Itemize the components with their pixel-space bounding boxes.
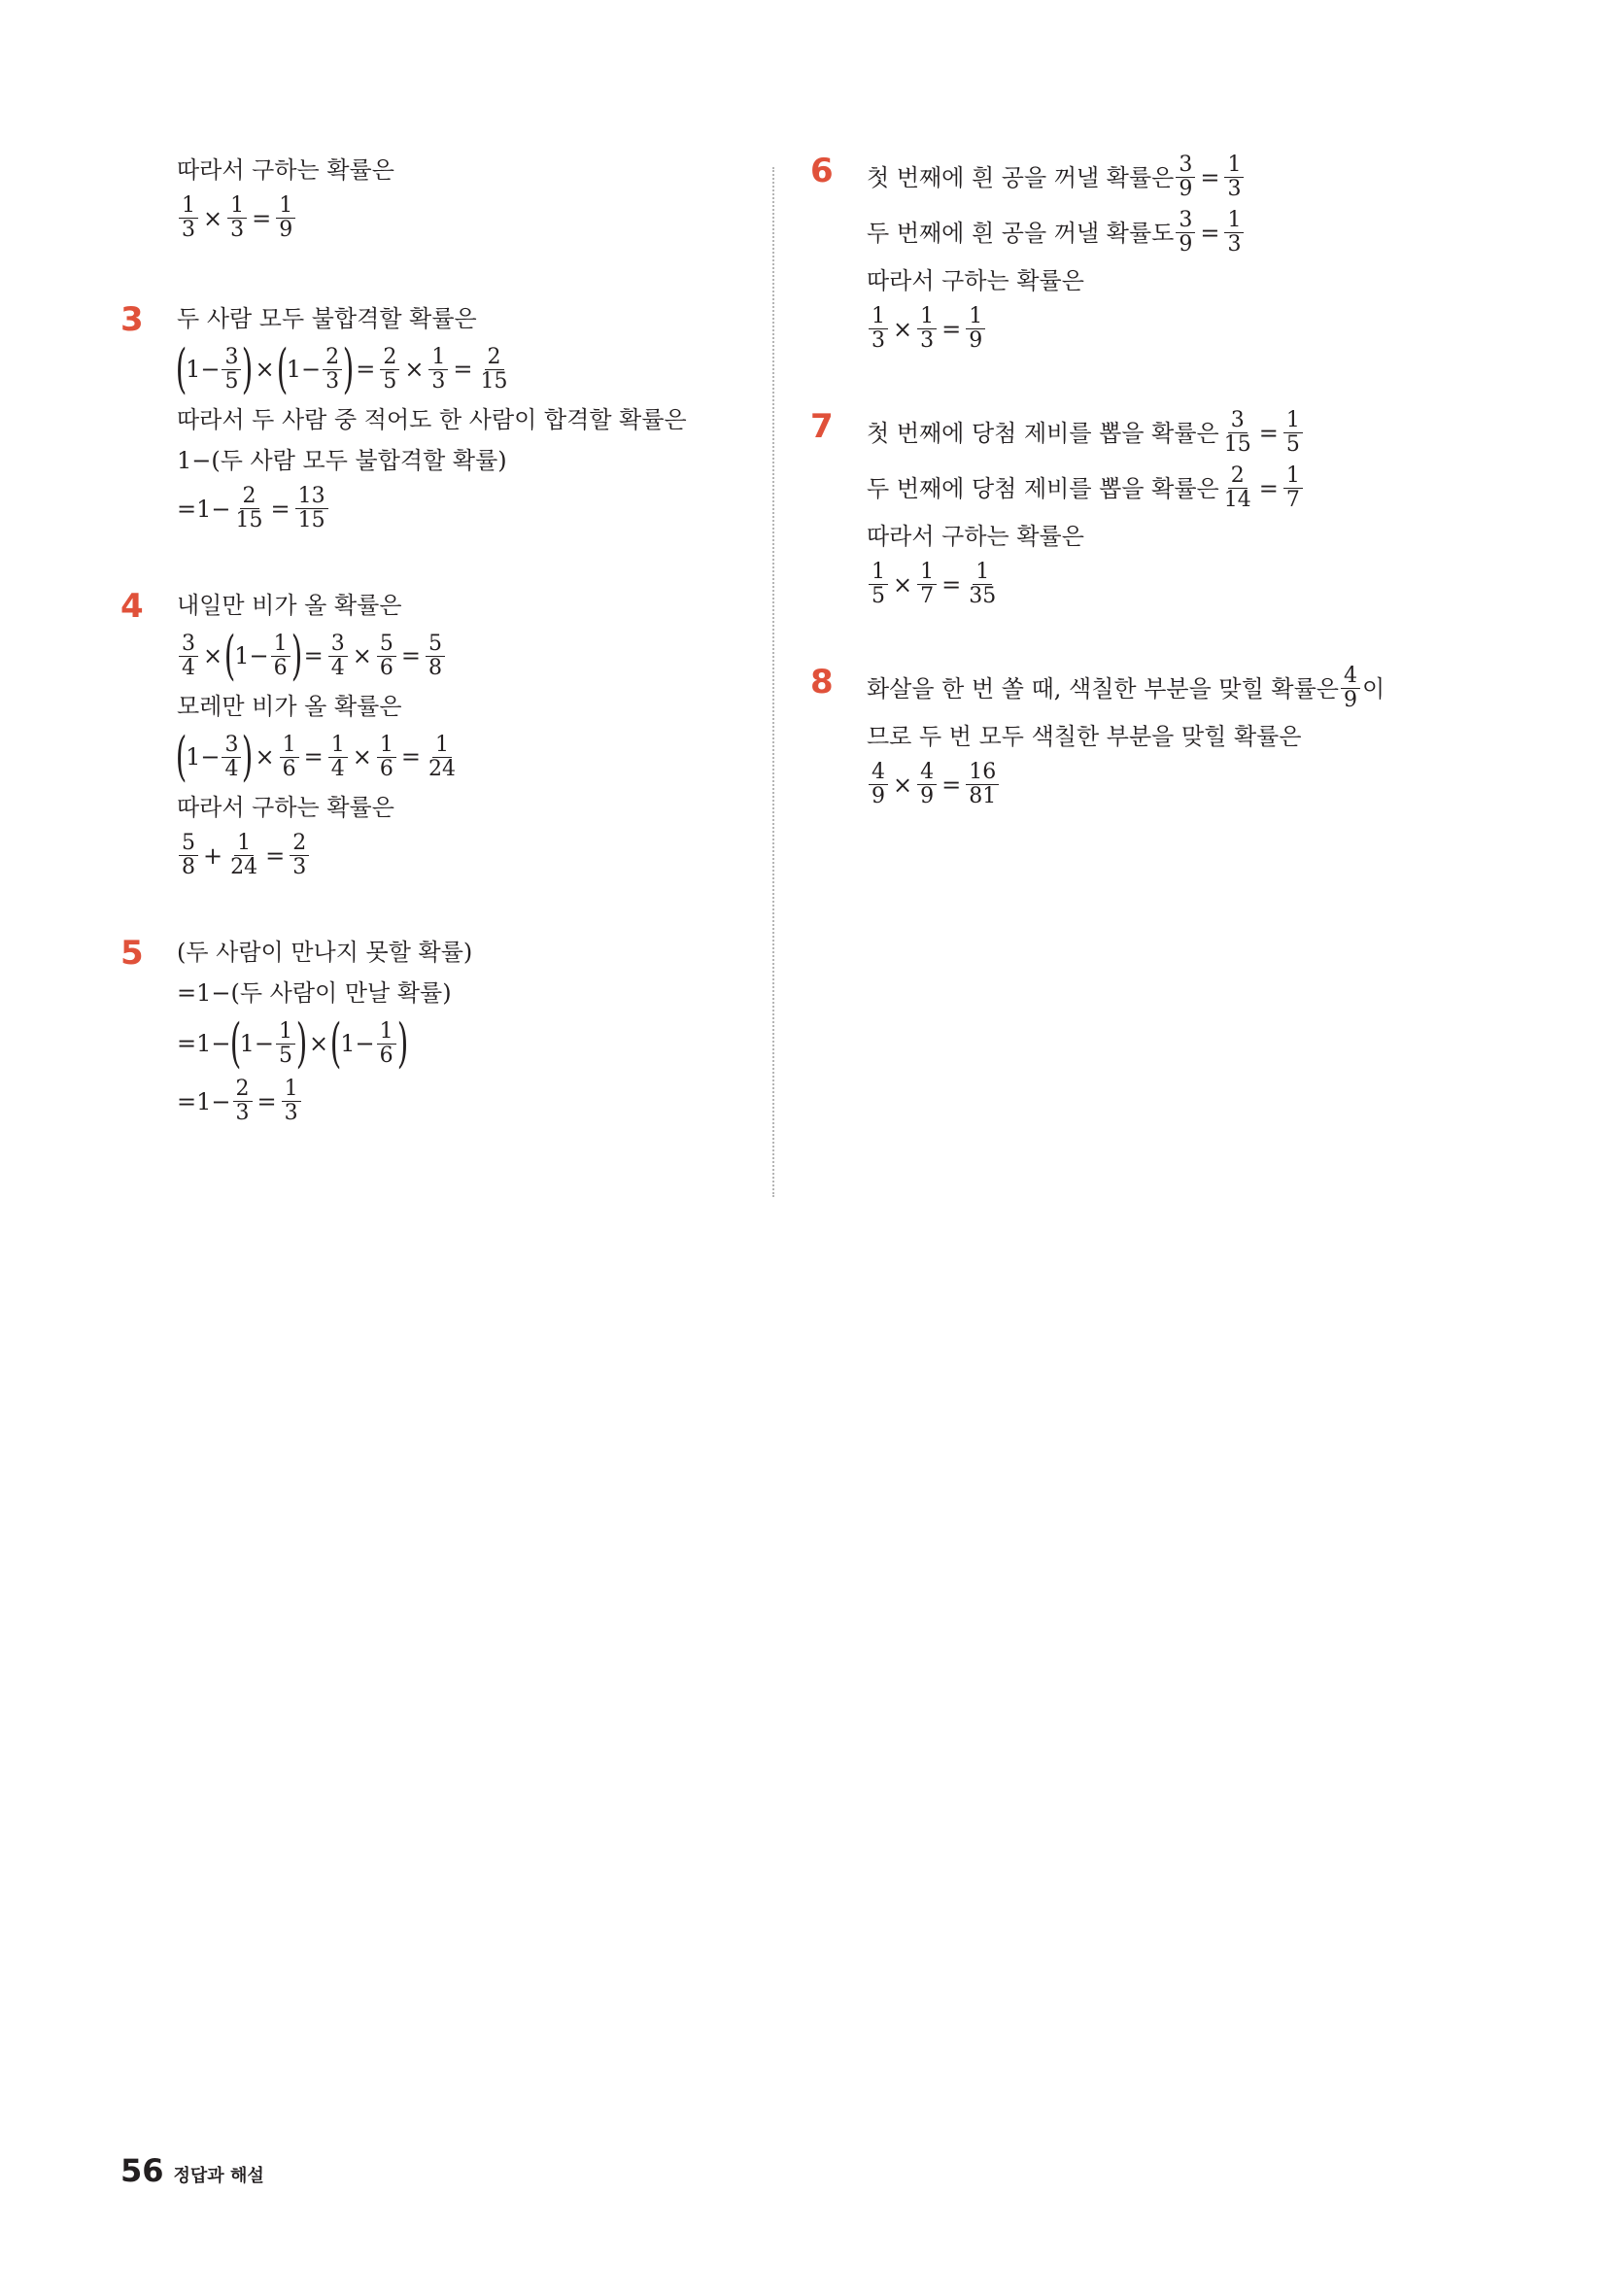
operator: × xyxy=(255,743,275,771)
numerator: 1 xyxy=(377,1020,396,1045)
denominator: 15 xyxy=(235,508,263,532)
denominator: 6 xyxy=(379,655,393,680)
text-line: 첫 번째에 흰 공을 꺼낼 확률은 xyxy=(867,163,1175,191)
denominator: 4 xyxy=(330,756,345,781)
paren: ) xyxy=(242,338,254,399)
operator: = xyxy=(256,1087,277,1115)
operator: = xyxy=(453,356,473,383)
fraction xyxy=(377,633,396,680)
term: 1− xyxy=(286,356,322,383)
numerator: 4 xyxy=(1341,665,1360,689)
text-line: 두 사람 모두 불합격할 확률은 xyxy=(177,305,477,332)
fraction xyxy=(295,485,328,532)
numerator: 1 xyxy=(917,305,937,329)
problem-number: 7 xyxy=(810,407,834,446)
equation xyxy=(177,1078,719,1125)
fraction xyxy=(276,194,295,242)
text-suffix: 이 xyxy=(1361,674,1385,703)
denominator: 4 xyxy=(224,756,239,781)
numerator: 2 xyxy=(380,346,399,370)
fraction xyxy=(276,1020,295,1068)
denominator: 9 xyxy=(1179,232,1193,257)
denominator: 9 xyxy=(872,784,885,808)
fraction xyxy=(426,633,445,680)
fraction xyxy=(290,832,309,879)
fraction xyxy=(233,1078,253,1125)
denominator: 3 xyxy=(1227,177,1242,201)
text-line: 따라서 구하는 확률은 xyxy=(177,156,394,184)
equation xyxy=(867,665,1448,712)
numerator: 1 xyxy=(377,734,396,758)
denominator: 3 xyxy=(920,328,935,353)
fraction xyxy=(328,734,348,781)
denominator: 9 xyxy=(1343,688,1357,712)
equation xyxy=(177,194,719,242)
fraction xyxy=(966,761,999,808)
footer-label: 정답과 해설 xyxy=(173,2166,264,2186)
page-number: 56 xyxy=(120,2152,164,2189)
paren: ( xyxy=(229,1012,241,1074)
numerator: 3 xyxy=(328,633,348,657)
numerator: 1 xyxy=(234,832,254,856)
operator: × xyxy=(893,315,913,343)
denominator: 5 xyxy=(224,368,239,394)
denominator: 3 xyxy=(325,368,340,394)
problem-number: 3 xyxy=(120,300,144,339)
term: =1− xyxy=(177,495,231,523)
fraction xyxy=(1283,409,1303,457)
numerator: 1 xyxy=(280,734,299,758)
paren: ( xyxy=(175,338,188,399)
fraction xyxy=(1341,665,1360,712)
fraction xyxy=(1221,409,1254,457)
equation xyxy=(175,338,719,399)
numerator: 2 xyxy=(233,1078,253,1102)
fraction xyxy=(233,485,266,532)
fraction xyxy=(869,561,888,608)
denominator: 5 xyxy=(278,1043,292,1068)
numerator: 3 xyxy=(222,346,241,370)
fraction xyxy=(1283,464,1303,512)
fraction xyxy=(917,305,937,353)
fraction xyxy=(966,561,999,608)
numerator: 1 xyxy=(328,734,348,758)
denominator: 5 xyxy=(1285,432,1300,457)
operator: = xyxy=(303,642,324,669)
fraction xyxy=(1221,464,1254,512)
fraction xyxy=(222,346,241,394)
text-line: 므로 두 번 모두 색칠한 부분을 맞힐 확률은 xyxy=(867,723,1302,750)
text-line: =1−(두 사람이 만날 확률) xyxy=(177,979,452,1007)
denominator: 24 xyxy=(427,756,456,781)
operator: = xyxy=(356,356,376,383)
problem-6 xyxy=(806,154,1448,353)
denominator: 5 xyxy=(383,368,397,394)
paren: ( xyxy=(175,726,188,787)
term: 1− xyxy=(239,1030,274,1057)
denominator: 6 xyxy=(282,756,296,781)
equation xyxy=(867,209,1448,257)
operator: = xyxy=(941,771,962,799)
fraction xyxy=(428,346,448,394)
operator: = xyxy=(400,743,421,771)
numerator: 1 xyxy=(227,194,247,219)
numerator: 3 xyxy=(179,633,198,657)
fraction xyxy=(271,633,291,680)
denominator: 8 xyxy=(427,655,442,680)
fraction xyxy=(478,346,511,394)
denominator: 15 xyxy=(297,508,325,532)
equation xyxy=(867,305,1448,353)
term: =1− xyxy=(177,1087,231,1115)
denominator: 6 xyxy=(273,655,288,680)
equation xyxy=(867,561,1448,608)
problem-number: 4 xyxy=(120,587,144,626)
equation xyxy=(867,409,1448,457)
text-line: 화살을 한 번 쏠 때, 색칠한 부분을 맞힐 확률은 xyxy=(867,674,1339,703)
operator: × xyxy=(352,743,372,771)
numerator: 4 xyxy=(917,761,937,785)
denominator: 14 xyxy=(1223,488,1251,512)
fraction xyxy=(869,305,888,353)
fraction xyxy=(227,194,247,242)
operator: = xyxy=(1258,474,1279,502)
text-line: 따라서 구하는 확률은 xyxy=(867,267,1084,294)
text-line: 따라서 구하는 확률은 xyxy=(867,523,1084,550)
denominator: 24 xyxy=(230,855,258,879)
operator: = xyxy=(1200,219,1220,247)
numerator: 1 xyxy=(432,734,452,758)
operator: × xyxy=(352,642,372,669)
numerator: 1 xyxy=(282,1078,301,1102)
numerator: 1 xyxy=(1224,154,1244,178)
numerator: 3 xyxy=(1176,154,1195,178)
paren: ( xyxy=(223,625,236,686)
operator: × xyxy=(203,642,223,669)
numerator: 1 xyxy=(869,305,888,329)
fraction xyxy=(179,194,198,242)
page-footer xyxy=(120,2152,264,2189)
numerator: 4 xyxy=(869,761,888,785)
numerator: 2 xyxy=(485,346,504,370)
numerator: 1 xyxy=(966,305,985,329)
problem-number: 8 xyxy=(810,663,834,702)
fraction xyxy=(282,1078,301,1125)
numerator: 5 xyxy=(426,633,445,657)
text-line: 따라서 두 사람 중 적어도 한 사람이 합격할 확률은 xyxy=(177,406,687,433)
fraction xyxy=(917,761,937,808)
paren: ( xyxy=(329,1012,342,1074)
paren: ) xyxy=(242,726,254,787)
numerator: 1 xyxy=(276,194,295,219)
operator: = xyxy=(303,743,324,771)
denominator: 3 xyxy=(1227,232,1242,257)
problem-5 xyxy=(117,936,719,1125)
denominator: 35 xyxy=(969,584,997,608)
numerator: 1 xyxy=(271,633,291,657)
operator: + xyxy=(203,841,223,870)
denominator: 8 xyxy=(182,855,195,879)
term: 1− xyxy=(186,743,221,771)
denominator: 6 xyxy=(379,756,393,781)
fraction xyxy=(179,633,198,680)
numerator: 3 xyxy=(1228,409,1248,433)
numerator: 2 xyxy=(240,485,259,509)
equation xyxy=(867,761,1448,808)
problem-4 xyxy=(117,589,719,879)
equation xyxy=(177,1012,719,1074)
text-line: (두 사람이 만나지 못할 확률) xyxy=(177,939,473,966)
text-line: 두 번째에 흰 공을 꺼낼 확률도 xyxy=(867,219,1175,247)
denominator: 3 xyxy=(230,218,245,242)
denominator: 9 xyxy=(1179,177,1193,201)
denominator: 3 xyxy=(872,328,885,353)
numerator: 1 xyxy=(917,561,937,585)
operator: × xyxy=(404,356,425,383)
equation xyxy=(177,485,719,532)
right-column xyxy=(806,146,1448,865)
denominator: 3 xyxy=(235,1101,250,1125)
fraction xyxy=(1176,154,1195,201)
equation xyxy=(175,726,719,787)
fraction xyxy=(1224,209,1244,257)
denominator: 15 xyxy=(1223,432,1251,457)
operator: = xyxy=(252,204,272,232)
numerator: 2 xyxy=(323,346,342,370)
paren: ( xyxy=(276,338,288,399)
term: 1− xyxy=(234,642,269,669)
operator: = xyxy=(1258,419,1279,447)
fraction xyxy=(869,761,888,808)
operator: = xyxy=(270,495,291,523)
numerator: 5 xyxy=(179,832,198,856)
operator: × xyxy=(893,771,913,799)
denominator: 3 xyxy=(284,1101,298,1125)
numerator: 16 xyxy=(966,761,999,785)
term: =1− xyxy=(177,1030,231,1057)
numerator: 3 xyxy=(1176,209,1195,233)
denominator: 6 xyxy=(379,1043,393,1068)
fraction xyxy=(280,734,299,781)
operator: = xyxy=(941,315,962,343)
numerator: 2 xyxy=(1228,464,1248,489)
operator: × xyxy=(893,570,913,599)
text-line: 내일만 비가 올 확률은 xyxy=(177,592,402,619)
operator: × xyxy=(203,204,223,232)
numerator: 1 xyxy=(869,561,888,585)
fraction xyxy=(377,1020,396,1068)
equation xyxy=(867,154,1448,201)
fraction xyxy=(380,346,399,394)
denominator: 7 xyxy=(920,584,935,608)
term: 1− xyxy=(186,356,221,383)
operator: × xyxy=(255,356,275,383)
denominator: 3 xyxy=(292,855,307,879)
fraction xyxy=(328,633,348,680)
equation xyxy=(177,832,719,879)
fraction xyxy=(1224,154,1244,201)
numerator: 1 xyxy=(428,346,448,370)
equation xyxy=(867,464,1448,512)
denominator: 7 xyxy=(1285,488,1300,512)
text-line: 두 번째에 당첨 제비를 뽑을 확률은 xyxy=(867,474,1219,502)
denominator: 9 xyxy=(279,218,293,242)
denominator: 9 xyxy=(920,784,935,808)
fraction xyxy=(1176,209,1195,257)
numerator: 1 xyxy=(1224,209,1244,233)
equation xyxy=(177,625,719,686)
fraction xyxy=(917,561,937,608)
operator: = xyxy=(265,841,286,870)
numerator: 13 xyxy=(295,485,328,509)
numerator: 3 xyxy=(222,734,241,758)
problem-number: 5 xyxy=(120,934,144,973)
operator: × xyxy=(309,1030,329,1057)
numerator: 1 xyxy=(1283,464,1303,489)
problem-7 xyxy=(806,409,1448,608)
left-column xyxy=(117,146,719,1182)
denominator: 5 xyxy=(872,584,885,608)
fraction xyxy=(222,734,241,781)
text-line: 모레만 비가 올 확률은 xyxy=(177,693,402,720)
text-line: 1−(두 사람 모두 불합격할 확률) xyxy=(177,447,507,474)
paren: ) xyxy=(396,1012,408,1074)
problem-3 xyxy=(117,302,719,532)
denominator: 15 xyxy=(480,368,508,394)
denominator: 81 xyxy=(969,784,997,808)
operator: = xyxy=(1200,163,1220,191)
problem-8 xyxy=(806,665,1448,808)
problem-number: 6 xyxy=(810,152,834,190)
denominator: 4 xyxy=(330,655,345,680)
paren: ) xyxy=(295,1012,308,1074)
column-divider xyxy=(772,167,774,1197)
paren: ) xyxy=(342,338,355,399)
denominator: 3 xyxy=(431,368,446,394)
numerator: 5 xyxy=(377,633,396,657)
numerator: 2 xyxy=(290,832,309,856)
fraction xyxy=(227,832,260,879)
fraction xyxy=(377,734,396,781)
denominator: 3 xyxy=(182,218,195,242)
term: 1− xyxy=(340,1030,375,1057)
fraction xyxy=(323,346,342,394)
operator: = xyxy=(941,570,962,599)
text-line: 따라서 구하는 확률은 xyxy=(177,794,394,821)
numerator: 1 xyxy=(276,1020,295,1045)
text-line: 첫 번째에 당첨 제비를 뽑을 확률은 xyxy=(867,419,1219,447)
paren: ) xyxy=(291,625,302,686)
fraction xyxy=(179,832,198,879)
numerator: 1 xyxy=(179,194,198,219)
fraction xyxy=(966,305,985,353)
fraction xyxy=(426,734,459,781)
operator: = xyxy=(400,642,421,669)
problem-2-continuation xyxy=(117,154,719,242)
denominator: 9 xyxy=(969,328,983,353)
denominator: 4 xyxy=(182,655,195,680)
numerator: 1 xyxy=(1283,409,1303,433)
numerator: 1 xyxy=(973,561,992,585)
